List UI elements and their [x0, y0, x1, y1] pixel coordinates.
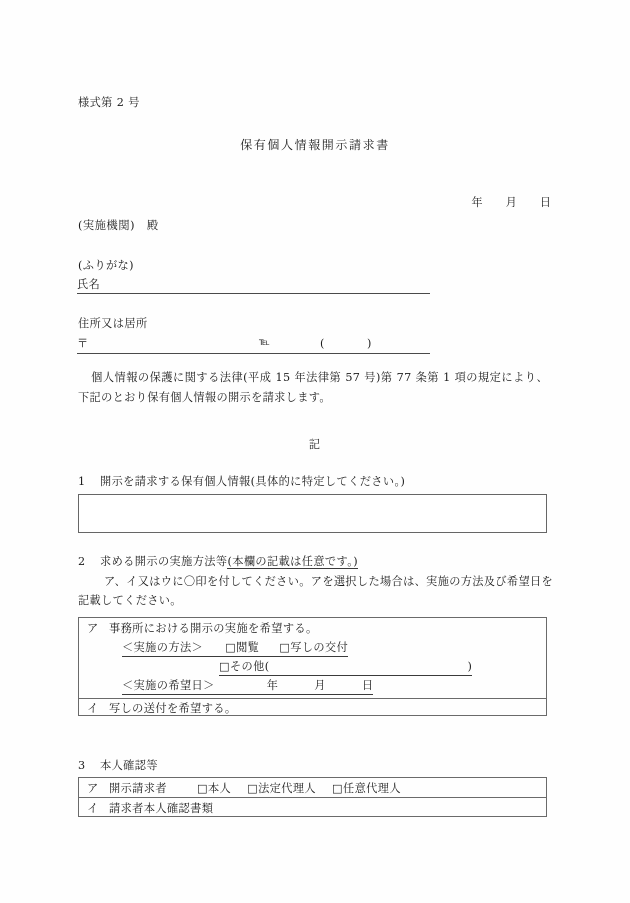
ki-mark: 記 [308, 438, 322, 451]
table-row[interactable] [79, 797, 546, 817]
tel-paren-open: ( [320, 337, 325, 350]
section1-heading-text: 開示を請求する保有個人情報(具体的に特定してください。) [100, 475, 406, 488]
section2-method-label: ＜実施の方法＞ [122, 641, 204, 654]
section3-row-a-mark: ア [87, 782, 99, 795]
section2-row-i-mark: イ [87, 702, 99, 715]
section2-desired-date-line [122, 677, 373, 695]
section3-heading-text: 本人確認等 [100, 759, 158, 772]
postal-code-icon: 〒 [77, 337, 89, 350]
table-row[interactable] [79, 618, 546, 698]
tel-paren-close: ) [367, 337, 372, 350]
furigana-label: (ふりがな) [78, 259, 134, 272]
section3-row-i-label: 請求者本人確認書類 [109, 802, 214, 815]
section3-number: 3 [78, 759, 86, 772]
section3-table [78, 777, 547, 817]
recipient-line: (実施機関) 殿 [78, 219, 159, 232]
legal-basis-paragraph [78, 368, 548, 408]
section2-desired-date-label: ＜実施の希望日＞ [122, 679, 215, 692]
section2-number: 2 [78, 555, 86, 568]
section3-row-a-content [109, 780, 401, 797]
section1-input-box[interactable] [78, 494, 547, 533]
document-title: 保有個人情報開示請求書 [240, 138, 390, 152]
date-year-label: 年 [471, 196, 484, 210]
section3-heading [78, 757, 158, 774]
section2-instruction [78, 572, 558, 611]
section2-other-line [219, 658, 472, 676]
section1-number: 1 [78, 475, 86, 488]
section1-heading [78, 473, 405, 490]
form-number: 様式第 2 号 [78, 96, 140, 109]
section2-optional-note: (本欄の記載は任意です。) [227, 555, 358, 568]
section2-row-a-text: 事務所における開示の実施を希望する。 [109, 622, 318, 635]
date-month-label: 月 [505, 196, 518, 210]
checkbox-voluntary-representative[interactable]: □任意代理人 [332, 782, 401, 795]
checkbox-inspection[interactable]: □閲覧 [225, 641, 260, 654]
checkbox-other[interactable]: □その他( [219, 660, 270, 673]
table-row[interactable] [79, 698, 546, 716]
checkbox-legal-representative[interactable]: □法定代理人 [247, 782, 317, 795]
date-day-label: 日 [539, 196, 552, 210]
section2-other-close: ) [467, 660, 473, 673]
section3-row-i-mark: イ [87, 802, 99, 815]
section2-heading [78, 553, 358, 570]
address-field[interactable] [77, 337, 430, 354]
checkbox-copy-delivery[interactable]: □写しの交付 [279, 641, 349, 654]
checkbox-self[interactable]: □本人 [196, 782, 232, 795]
name-label: 氏名 [77, 278, 101, 291]
section2-instruction-text: ア、イ又はウに〇印を付してください。アを選択した場合は、実施の方法及び希望日を記載してください。 [78, 575, 554, 608]
desired-year-label: 年 [266, 679, 279, 692]
section2-heading-text: 求める開示の実施方法等 [100, 555, 228, 568]
desired-day-label: 日 [361, 679, 374, 692]
section2-method-line [122, 639, 348, 657]
section3-requester-label: 開示請求者 [109, 782, 167, 795]
table-row[interactable] [79, 778, 546, 797]
section2-table [78, 617, 547, 716]
section2-row-i-text: 写しの送付を希望する。 [109, 702, 237, 715]
section2-row-a-mark: ア [87, 622, 99, 635]
name-field[interactable] [77, 277, 430, 294]
telephone-icon: ℡ [259, 337, 271, 348]
legal-basis-text: 個人情報の保護に関する法律(平成 15 年法律第 57 号)第 77 条第 1 項の規定により、下記のとおり保有個人情報の開示を請求します。 [78, 371, 548, 404]
desired-month-label: 月 [314, 679, 326, 692]
address-label: 住所又は居所 [78, 317, 148, 330]
